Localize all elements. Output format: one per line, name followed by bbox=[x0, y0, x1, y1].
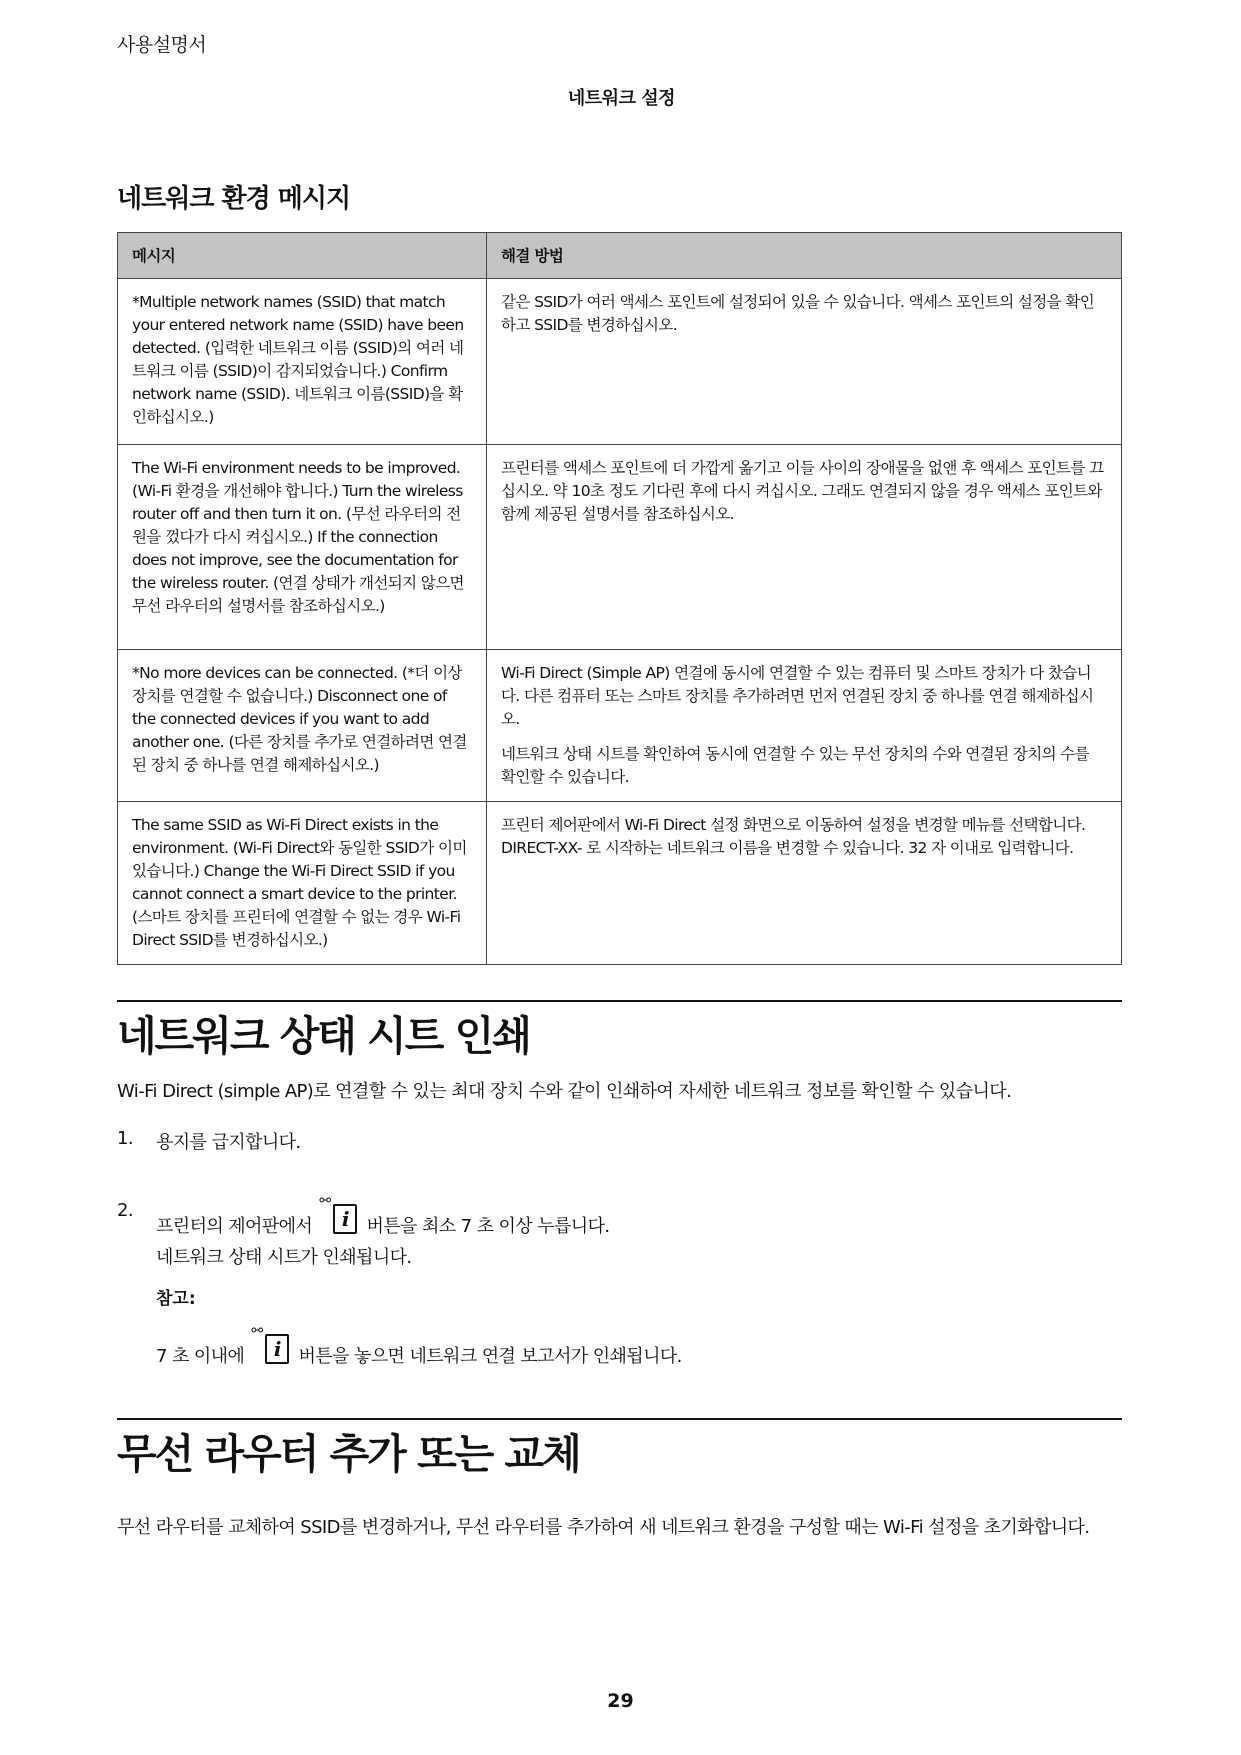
solution-cell bbox=[487, 445, 1122, 650]
table-header-row bbox=[118, 233, 1122, 279]
section-title-messages: 네트워크 환경 메시지 bbox=[117, 184, 351, 214]
step-result-text: 네트워크 상태 시트가 인쇄됩니다. bbox=[156, 1247, 412, 1268]
network-info-button-icon bbox=[319, 1193, 359, 1236]
section-divider bbox=[117, 1418, 1122, 1420]
step-text bbox=[156, 1193, 610, 1238]
table-row bbox=[118, 279, 1122, 445]
note-label: 참고: bbox=[156, 1289, 196, 1309]
info-icon: i bbox=[333, 1204, 357, 1234]
step-text: 용지를 급지합니다. bbox=[156, 1132, 301, 1153]
router-section-body: 무선 라우터를 교체하여 SSID를 변경하거나, 무선 라우터를 추가하여 새 네트워크 환경을 구성할 때는 Wi-Fi 설정을 초기화합니다. bbox=[117, 1517, 1090, 1538]
section-title-router: 무선 라우터 추가 또는 교체 bbox=[117, 1430, 580, 1478]
message-cell: *No more devices can be connected. (*더 이상 장치를 연결할 수 없습니다.) Disconnect one of the connected devices if you want to add another one. (다른 장치를 추가로 연결하려면 연결된 장치 중 하나를 연결 해제하십시오.) bbox=[118, 650, 487, 802]
solution-text: 프린터를 액세스 포인트에 더 가깝게 옮기고 이들 사이의 장애물을 없앤 후 액세스 포인트를 끄십시오. 약 10초 정도 기다린 후에 다시 켜십시오. 그래도 연결되지 않을 경우 액세스 포인트와 함께 제공된 설명서를 참조하십시오. bbox=[501, 459, 1104, 523]
network-icon: ⚯ bbox=[319, 1193, 331, 1209]
step-text-before: 프린터의 제어판에서 bbox=[156, 1216, 313, 1237]
status-sheet-intro: Wi-Fi Direct (simple AP)로 연결할 수 있는 최대 장치 수와 같이 인쇄하여 자세한 네트워크 정보를 확인할 수 있습니다. bbox=[117, 1081, 1012, 1102]
note-text-after: 버튼을 놓으면 네트워크 연결 보고서가 인쇄됩니다. bbox=[298, 1346, 682, 1367]
solution-text: 네트워크 상태 시트를 확인하여 동시에 연결할 수 있는 무선 장치의 수와 연결된 장치의 수를 확인할 수 있습니다. bbox=[501, 745, 1090, 786]
router-section bbox=[117, 1418, 1122, 1542]
info-icon: i bbox=[265, 1334, 289, 1364]
column-header-message: 메시지 bbox=[118, 233, 487, 279]
message-cell: The Wi-Fi environment needs to be improved. (Wi-Fi 환경을 개선해야 합니다.) Turn the wireless router off and then turn it on. (무선 라우터의 전원을 껐다가 다시 켜십시오.) If the connection does not improve, see the documentation for the wireless router. (연결 상태가 개선되지 않으면 무선 라우터의 설명서를 참조하십시오.) bbox=[118, 445, 487, 650]
solution-cell bbox=[487, 650, 1122, 802]
network-info-button-icon bbox=[251, 1323, 291, 1366]
message-cell: The same SSID as Wi-Fi Direct exists in the environment. (Wi-Fi Direct와 동일한 SSID가 이미 있습니다.) Change the Wi-Fi Direct SSID if you cannot connect a smart device to the printer. (스마트 장치를 프린터에 연결할 수 없는 경우 Wi-Fi Direct SSID를 변경하십시오.) bbox=[118, 802, 487, 965]
table-row bbox=[118, 650, 1122, 802]
solution-text: 프린터 제어판에서 Wi-Fi Direct 설정 화면으로 이동하여 설정을 변경할 메뉴를 선택합니다. DIRECT-XX- 로 시작하는 네트워크 이름을 변경할 수 있습니다. 32 자 이내로 입력합니다. bbox=[501, 816, 1086, 857]
messages-table bbox=[117, 232, 1122, 965]
running-head: 네트워크 설정 bbox=[567, 88, 675, 109]
solution-text: Wi-Fi Direct (Simple AP) 연결에 동시에 연결할 수 있는 컴퓨터 및 스마트 장치가 다 찼습니다. 다른 컴퓨터 또는 스마트 장치를 추가하려면 먼저 연결된 장치 중 하나를 연결 해제하십시오. bbox=[501, 664, 1094, 728]
solution-cell bbox=[487, 802, 1122, 965]
table-row bbox=[118, 802, 1122, 965]
section-divider bbox=[117, 1000, 1122, 1002]
page-number: 29 bbox=[607, 1690, 634, 1712]
step-text-after: 버튼을 최소 7 초 이상 누릅니다. bbox=[366, 1216, 610, 1237]
step-number: 2. bbox=[117, 1200, 133, 1221]
solution-cell bbox=[487, 279, 1122, 445]
column-header-solution: 해결 방법 bbox=[487, 233, 1122, 279]
table-row bbox=[118, 445, 1122, 650]
network-icon: ⚯ bbox=[251, 1323, 263, 1339]
step-number: 1. bbox=[117, 1128, 133, 1149]
note-body bbox=[156, 1323, 682, 1368]
status-sheet-section bbox=[117, 1000, 1122, 1062]
note-text-before: 7 초 이내에 bbox=[156, 1346, 245, 1367]
document-label: 사용설명서 bbox=[117, 34, 207, 56]
section-title-status-sheet: 네트워크 상태 시트 인쇄 bbox=[117, 1012, 530, 1060]
message-cell: *Multiple network names (SSID) that match your entered network name (SSID) have been detected. (입력한 네트워크 이름 (SSID)의 여러 네트워크 이름 (SSID)이 감지되었습니다.) Confirm network name (SSID). 네트워크 이름(SSID)을 확인하십시오.) bbox=[118, 279, 487, 445]
solution-text: 같은 SSID가 여러 액세스 포인트에 설정되어 있을 수 있습니다. 액세스 포인트의 설정을 확인하고 SSID를 변경하십시오. bbox=[501, 293, 1095, 334]
